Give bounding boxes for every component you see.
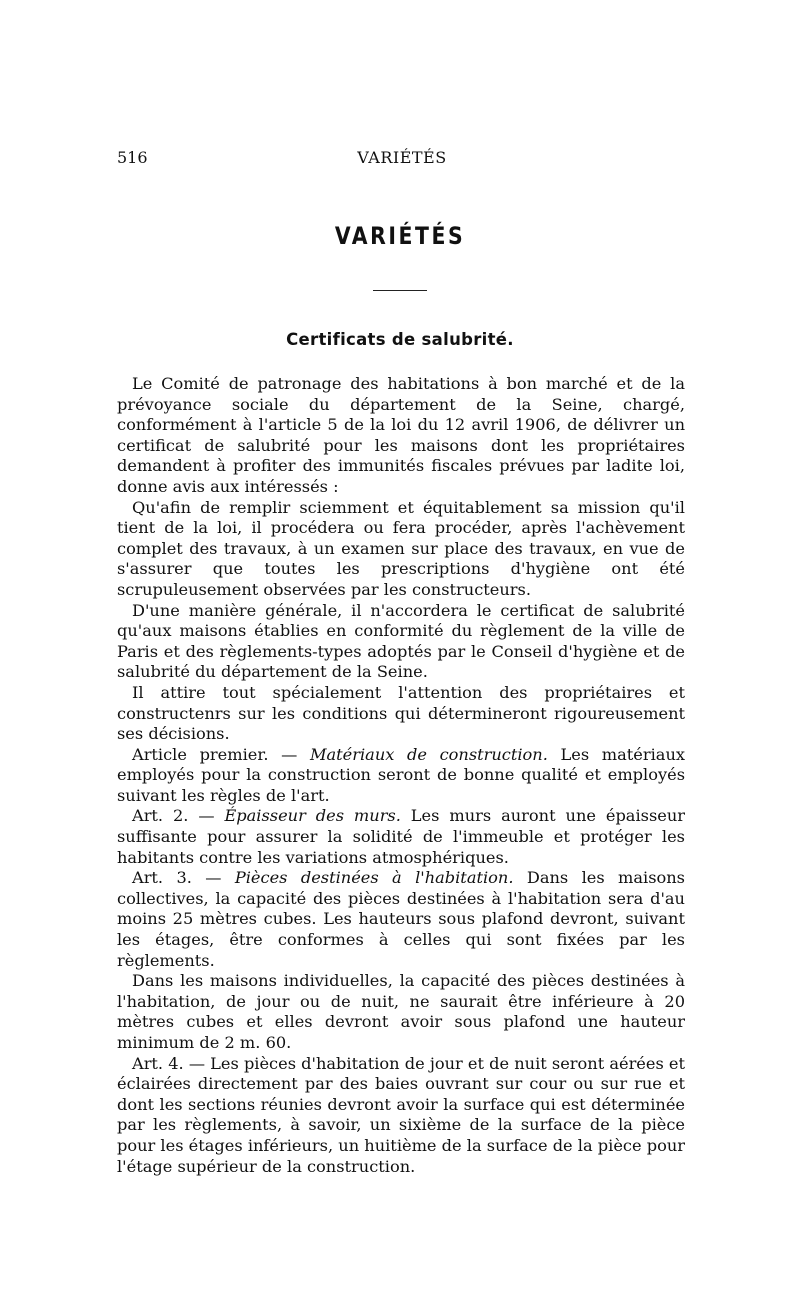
article-label: Article premier. — xyxy=(132,744,310,764)
article-heading: Pièces destinées à l'habitation. xyxy=(234,868,514,888)
article-label: Art. 2. — xyxy=(132,806,225,826)
paragraph-mission: Qu'afin de remplir sciemment et équitablement sa mission qu'il tient de la loi, il procédera ou fera procéder, après l'achèvement complet des travaux, à un examen sur place des travaux, en vue de s'assurer que toutes les prescriptions d'hygiène ont été scrupuleusement observées par les constructeurs. xyxy=(117,497,685,599)
page-number: 516 xyxy=(117,148,148,167)
divider-rule xyxy=(373,290,427,291)
paragraph-article-2: Art. 2. — Épaisseur des murs. Les murs auront une épaisseur suffisante pour assurer la solidité de l'immeuble et protéger les habitants contre les variations atmosphériques. xyxy=(117,806,685,867)
paragraph-attention: Il attire tout spécialement l'attention des propriétaires et constructenrs sur les conditions qui détermineront rigoureusement ses décisions. xyxy=(117,682,685,744)
article-title: Certificats de salubrité. xyxy=(286,330,514,349)
paragraph-intro: Le Comité de patronage des habitations à bon marché et de la prévoyance sociale du département de la Seine, chargé, conformément à l'article 5 de la loi du 12 avril 1906, de délivrer un certificat de salubrité pour les maisons dont les propriétaires demandent à profiter des immunités fiscales prévues par ladite loi, donne avis aux intéressés : xyxy=(117,374,685,496)
article-label: Art. 4. — xyxy=(132,1053,211,1073)
section-heading: VARIÉTÉS xyxy=(334,222,466,250)
paragraph-general: D'une manière générale, il n'accordera le certificat de salubrité qu'aux maisons établies en conformité du règlement de la ville de Paris et des règlements-types adoptés par le Conseil d'hygiène et de salubrité du département de la Seine. xyxy=(117,600,685,682)
paragraph-article-4: Art. 4. — Les pièces d'habitation de jour et de nuit seront aérées et éclairées directement par des baies ouvrant sur cour ou sur rue et dont les sections réunies devront avoir la surface qui est déterminée par les règlements, à savoir, un sixième de la surface de la pièce pour les étages inférieurs, un huitième de la surface de la pièce pour l'étage supérieur de la construction. xyxy=(117,1053,686,1176)
running-header xyxy=(117,148,687,172)
article-heading: Matériaux de construction. xyxy=(309,744,548,764)
paragraph-article-3: Art. 3. — Pièces destinées à l'habitation. Dans les maisons collectives, la capacité des pièces destinées à l'habitation sera d'au moins 25 mètres cubes. Les hauteurs sous plafond devront, suivant les étages, être conformes à celles qui sont fixées par les règlements. xyxy=(117,868,685,970)
paragraph-article-1: Article premier. — Matériaux de construction. Les matériaux employés pour la construction seront de bonne qualité et employés suivant les règles de l'art. xyxy=(117,744,685,805)
article-label: Art. 3. — xyxy=(132,868,235,888)
body-text xyxy=(117,374,685,1177)
article-heading: Épaisseur des murs. xyxy=(224,806,401,826)
paragraph-article-3-individual: Dans les maisons individuelles, la capacité des pièces destinées à l'habitation, de jour ou de nuit, ne saurait être inférieure à 20 mètres cubes et elles devront avoir sous plafond une hauteur minimum de 2 m. 60. xyxy=(117,971,685,1052)
running-title: VARIÉTÉS xyxy=(357,148,447,167)
